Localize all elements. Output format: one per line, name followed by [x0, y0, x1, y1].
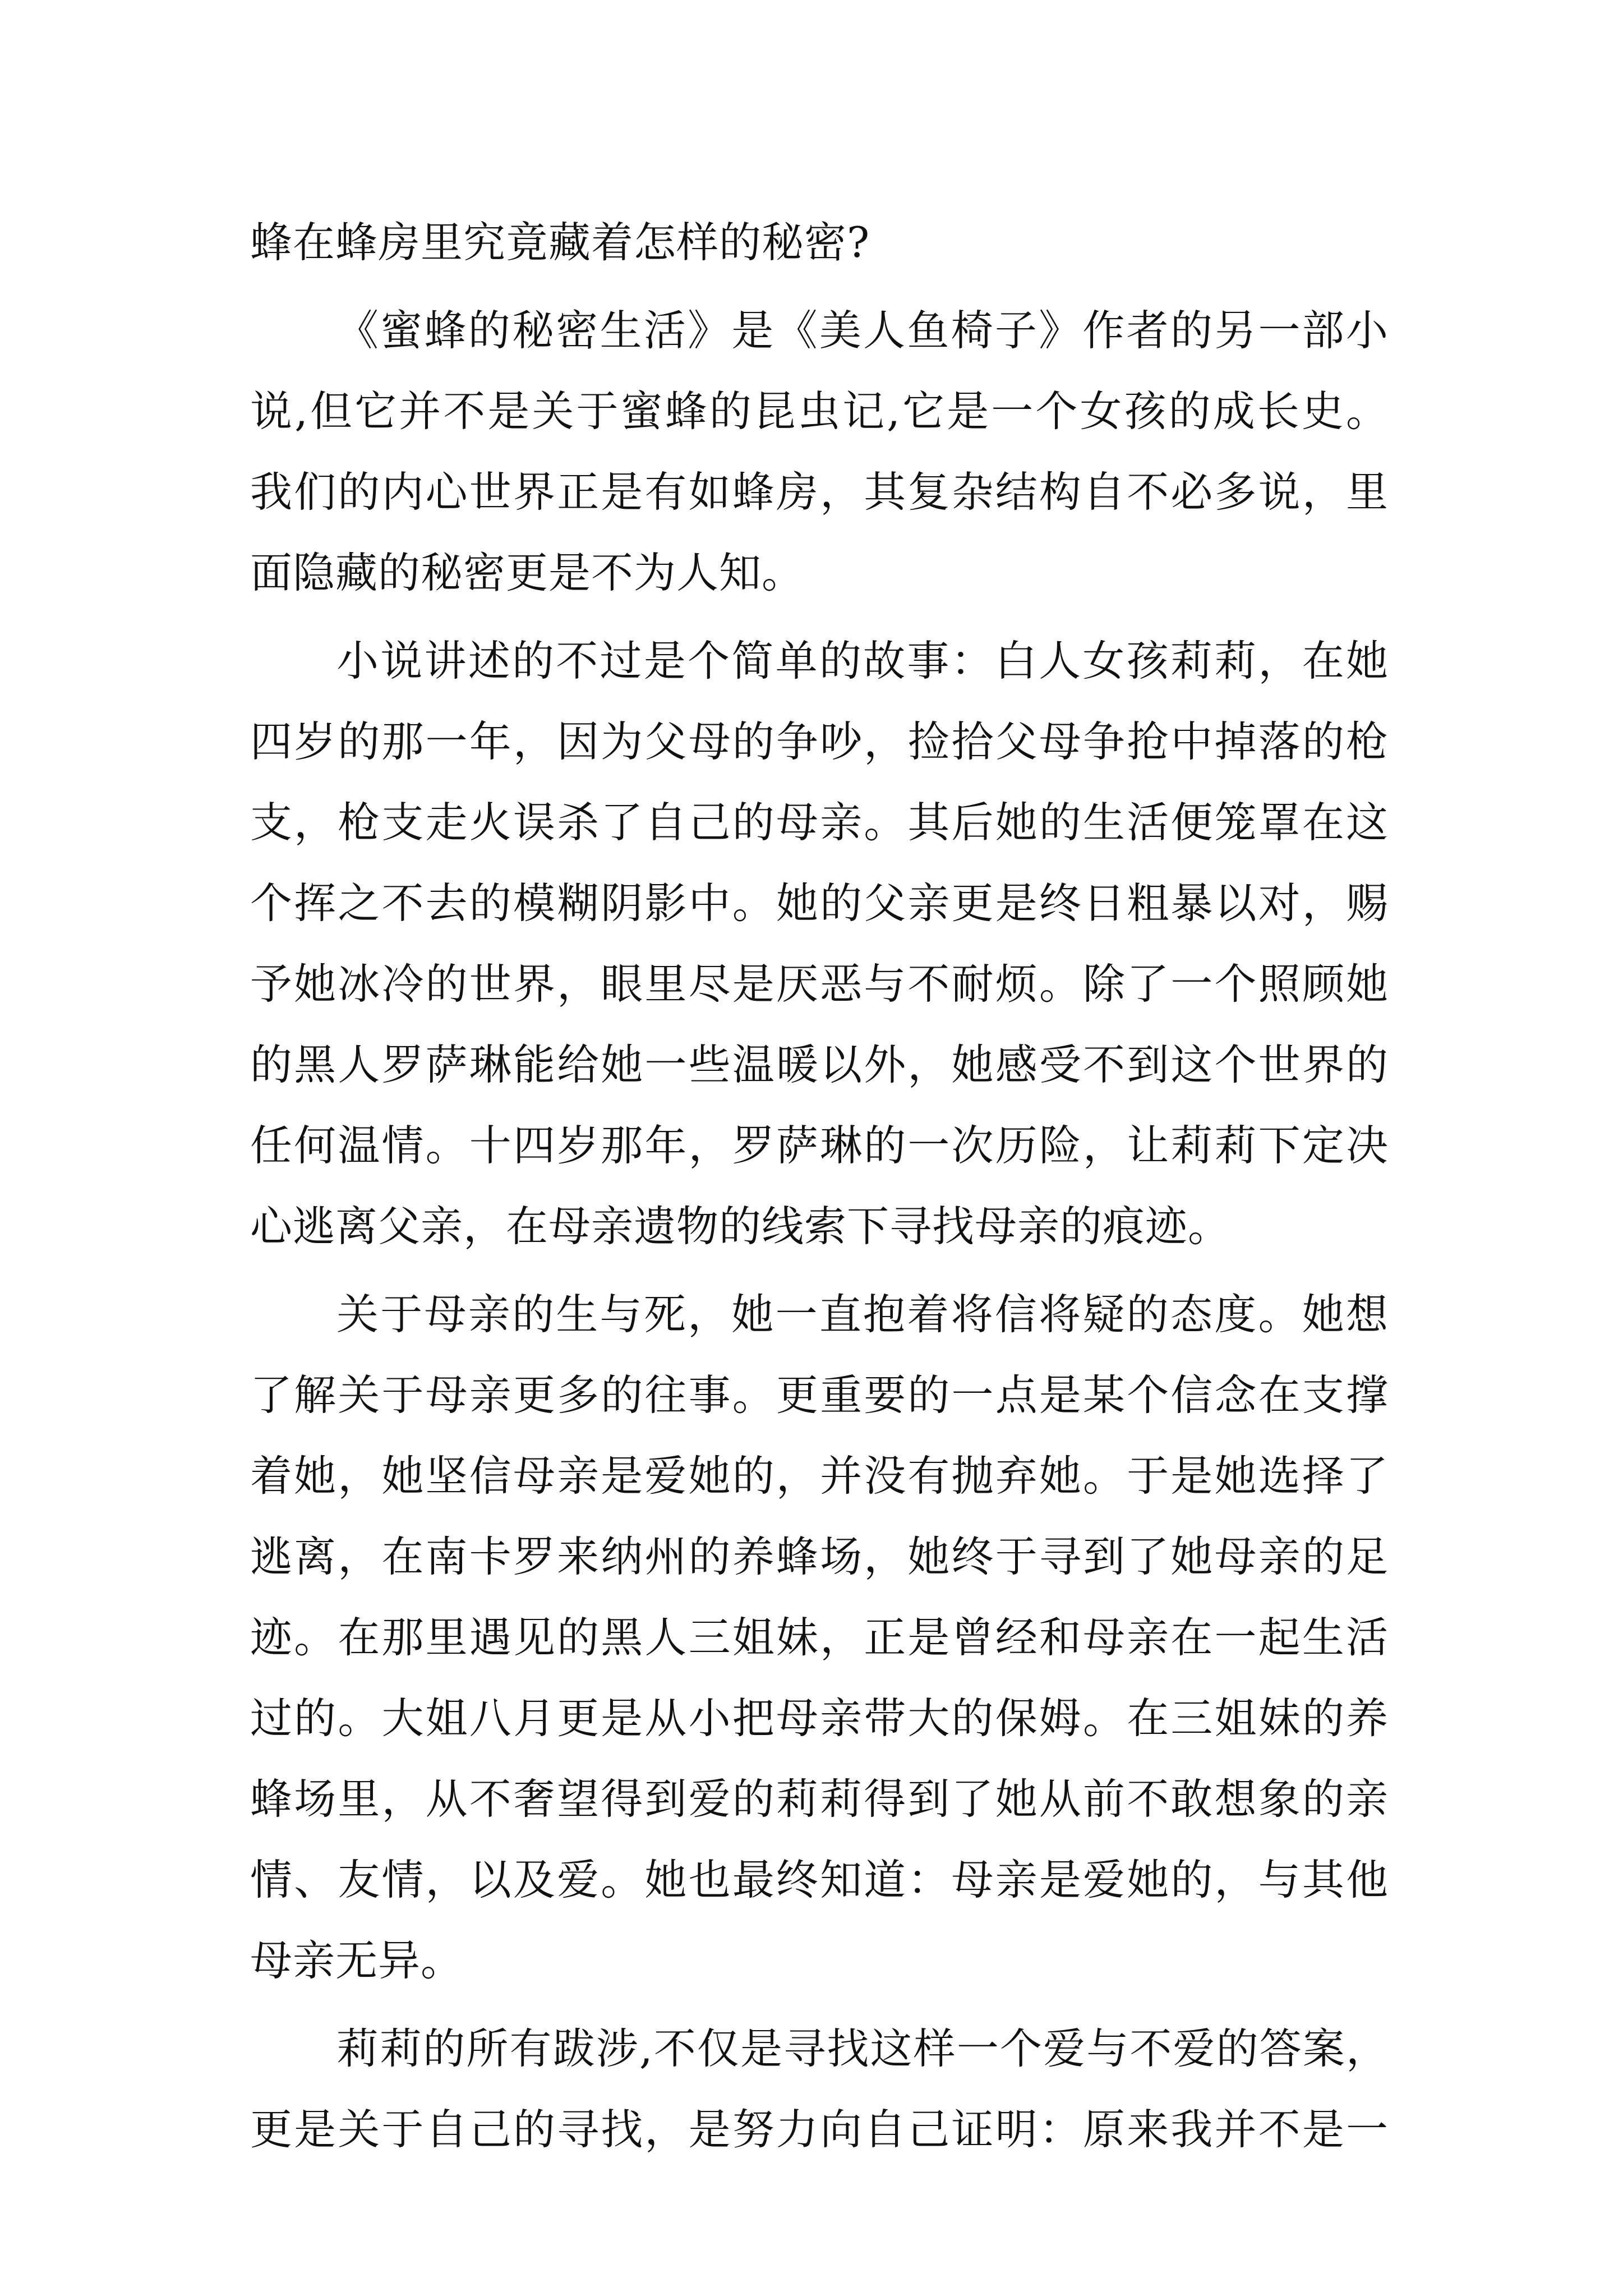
text-line: 过的。大姐八月更是从小把母亲带大的保姆。在三姐妹的养 [250, 1694, 1389, 1743]
text-line: 莉莉的所有跋涉,不仅是寻找这样一个爱与不爱的答案， [336, 2024, 1389, 2073]
paragraph-5 [250, 2008, 1389, 2170]
text-line: 我们的内心世界正是有如蜂房，其复杂结构自不必多说，里 [250, 467, 1389, 517]
paragraph-1 [250, 202, 1389, 283]
text-line: 逃离，在南卡罗来纳州的养蜂场，她终于寻到了她母亲的足 [250, 1532, 1389, 1581]
text-line: 迹。在那里遇见的黑人三姐妹，正是曾经和母亲在一起生活 [250, 1613, 1389, 1662]
text-line: 母亲无异。 [250, 1936, 464, 1985]
paragraph-2 [250, 290, 1389, 613]
body-text [250, 202, 1389, 2170]
paragraph-3 [250, 620, 1389, 1267]
text-line: 个挥之不去的模糊阴影中。她的父亲更是终日粗暴以对，赐 [250, 878, 1389, 928]
text-line: 《蜜蜂的秘密生活》是《美人鱼椅子》作者的另一部小 [336, 306, 1389, 355]
text-line: 蜂场里，从不奢望得到爱的莉莉得到了她从前不敢想象的亲 [250, 1774, 1389, 1824]
text-line: 的黑人罗萨琳能给她一些温暖以外，她感受不到这个世界的 [250, 1040, 1389, 1089]
text-line: 更是关于自己的寻找，是努力向自己证明：原来我并不是一 [250, 2105, 1389, 2154]
text-line: 着她，她坚信母亲是爱她的，并没有抛弃她。于是她选择了 [250, 1451, 1389, 1501]
text-line: 四岁的那一年，因为父母的争吵，捡拾父母争抢中掉落的枪 [250, 717, 1389, 766]
text-line: 关于母亲的生与死，她一直抱着将信将疑的态度。她想 [336, 1290, 1389, 1339]
text-line: 情、友情，以及爱。她也最终知道：母亲是爱她的，与其他 [250, 1855, 1389, 1904]
text-line: 任何温情。十四岁那年，罗萨琳的一次历险，让莉莉下定决 [250, 1121, 1389, 1170]
text-line: 予她冰冷的世界，眼里尽是厌恶与不耐烦。除了一个照顾她 [250, 959, 1389, 1009]
text-line: 了解关于母亲更多的往事。更重要的一点是某个信念在支撑 [250, 1370, 1389, 1420]
paragraph-4 [250, 1274, 1389, 2001]
text-line: 面隐藏的秘密更是不为人知。 [250, 548, 805, 597]
text-line: 支，枪支走火误杀了自己的母亲。其后她的生活便笼罩在这 [250, 798, 1389, 847]
text-line: 小说讲述的不过是个简单的故事：白人女孩莉莉，在她 [336, 636, 1389, 685]
text-line: 心逃离父亲，在母亲遗物的线索下寻找母亲的痕迹。 [250, 1202, 1231, 1251]
text-line: 说,但它并不是关于蜜蜂的昆虫记,它是一个女孩的成长史。 [250, 386, 1389, 436]
text-line: 蜂在蜂房里究竟藏着怎样的秘密? [250, 218, 870, 267]
